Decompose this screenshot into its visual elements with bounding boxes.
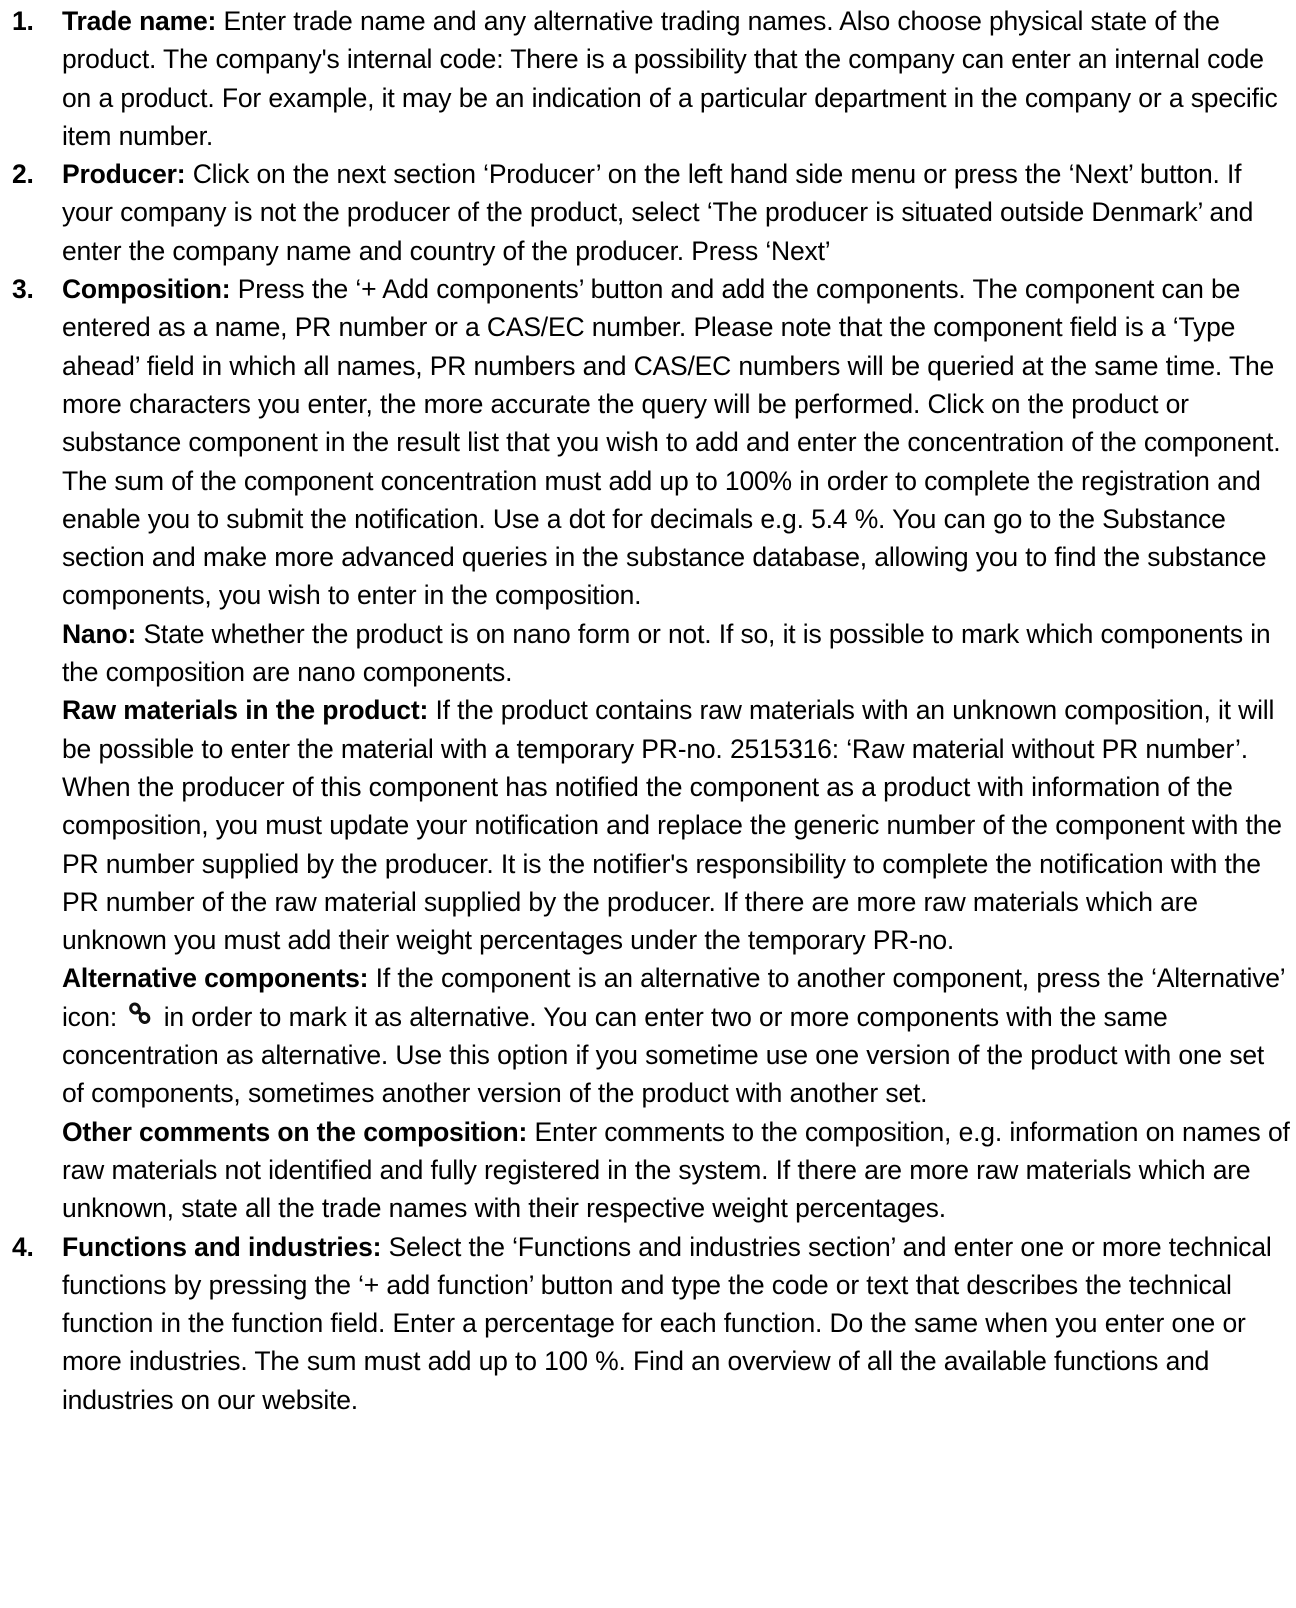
item-text: Press the ‘+ Add components’ button and add the components. The component can be entered as a name, PR number or a CAS/EC number. Please note that the component field is a ‘Type ahead’ field in which all names, PR numbers and CAS/EC numbers will be queried at the same time. The more characters you enter, the more accurate the query will be performed. Click on the product or substance component in the result list that you wish to add and enter the concentration of the component. The sum of the component concentration must add up to 100% in order to complete the registration and enable you to submit the notification. Use a dot for decimals e.g. 5.4 %. You can go to the Substance section and make more advanced queries in the substance database, allowing you to find the substance components, you wish to enter in the composition. bbox=[62, 274, 1281, 611]
item-text: Enter trade name and any alternative trading names. Also choose physical state of the product. The company's internal code: There is a possibility that the company can enter an internal code on a product. For example, it may be an indication of a particular department in the company or a specific item number. bbox=[62, 6, 1278, 151]
nano-text: State whether the product is on nano form or not. If so, it is possible to mark which components in the composition are nano components. bbox=[62, 618, 1271, 688]
alternative-text-after: in order to mark it as alternative. You can enter two or more components with the same concentration as alternative. Use this option if you sometime use one version of the product with one set of components, sometimes another version of the product with another set. bbox=[62, 1001, 1265, 1109]
item-title: Trade name: bbox=[62, 6, 217, 36]
list-number: 1. bbox=[12, 6, 34, 36]
raw-materials-text: If the product contains raw materials with an unknown composition, it will be possible to enter the material with a temporary PR-no. 2515316: ‘Raw material without PR number’. When the producer of this component has notified the component as a product with information of the composition, you must update your notification and replace the generic number of the component with the PR number supplied by the producer. It is the notifier's responsibility to complete the notification with the PR number of the raw material supplied by the producer. If there are more raw materials which are unknown you must add their weight percentages under the temporary PR-no. bbox=[62, 695, 1282, 956]
list-item-producer bbox=[8, 155, 1290, 270]
list-item-functions-and-industries bbox=[8, 1228, 1290, 1419]
link-icon bbox=[128, 999, 152, 1025]
document-body bbox=[8, 2, 1290, 1419]
list-number: 3. bbox=[12, 274, 34, 305]
raw-materials-title: Raw materials in the product: bbox=[62, 695, 429, 726]
alternative-text-before: If the component is an alternative to another component, press the ‘Alternative’ icon: bbox=[62, 963, 1285, 1032]
item-title: Producer: bbox=[62, 159, 186, 190]
alternative-components-paragraph bbox=[62, 959, 1290, 1112]
nano-paragraph bbox=[62, 615, 1290, 692]
list-item-composition bbox=[8, 270, 1290, 1227]
list-item-trade-name bbox=[8, 2, 1290, 155]
list-number: 4. bbox=[12, 1231, 34, 1262]
raw-materials-paragraph bbox=[62, 691, 1290, 959]
item-text: Select the ‘Functions and industries section’ and enter one or more technical functions by pressing the ‘+ add function’ button and type the code or text that describes the technical function in the function field. Enter a percentage for each function. Do the same when you enter one or more industries. The sum must add up to 100 %. Find an overview of all the available functions and industries on our website. bbox=[62, 1231, 1272, 1415]
other-comments-paragraph bbox=[62, 1113, 1290, 1228]
item-title: Functions and industries: bbox=[62, 1231, 382, 1262]
other-comments-title: Other comments on the composition: bbox=[62, 1116, 528, 1147]
item-title: Composition: bbox=[62, 274, 231, 305]
other-comments-text: Enter comments to the composition, e.g. information on names of raw materials not identified and fully registered in the system. If there are more raw materials which are unknown, state all the trade names with their respective weight percentages. bbox=[62, 1116, 1290, 1224]
list-number: 2. bbox=[12, 159, 34, 190]
alternative-components-title: Alternative components: bbox=[62, 963, 369, 994]
composition-paragraph bbox=[62, 270, 1290, 615]
item-text: Click on the next section ‘Producer’ on the left hand side menu or press the ‘Next’ button. If your company is not the producer of the product, select ‘The producer is situated outside Denmark’ and enter the company name and country of the producer. Press ‘Next’ bbox=[62, 159, 1254, 266]
nano-title: Nano: bbox=[62, 618, 137, 649]
